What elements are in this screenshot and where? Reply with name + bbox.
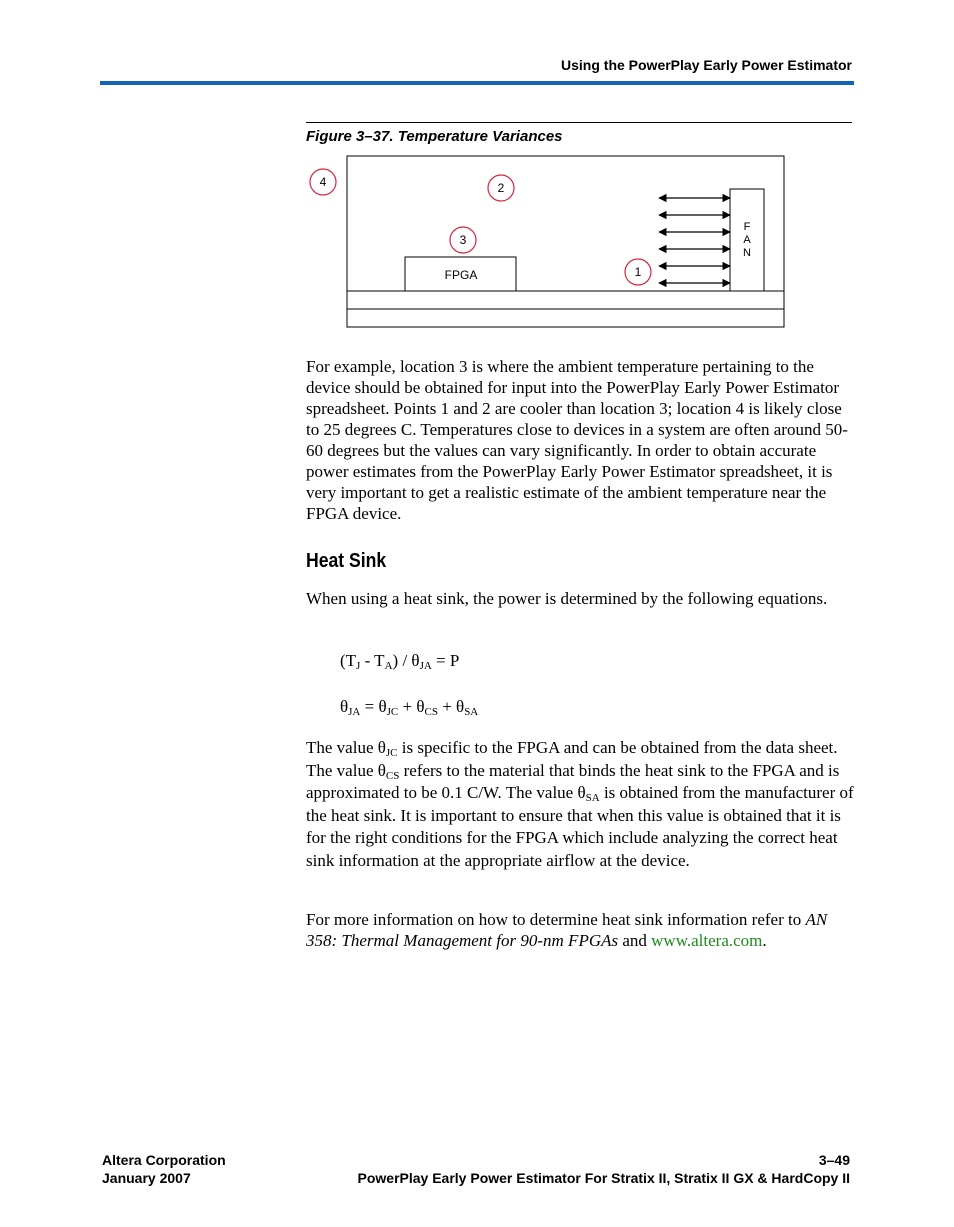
footer-doc-title: PowerPlay Early Power Estimator For Stratix II, Stratix II GX & HardCopy II bbox=[357, 1170, 850, 1186]
equation-power: $(T_J - T_A) / \theta_{JA} = P$ bbox=[340, 651, 460, 672]
figure-rule bbox=[306, 122, 852, 123]
app-note-title: AN 358: Thermal Management for 90-nm FPGAs bbox=[306, 910, 828, 950]
paragraph-theta-values: The value $\theta_{JC}$ is specific to the FPGA and can be obtained from the data sheet. The value $\theta_{CS}$ refers to the material that binds the heat sink to the FPGA and is approximated to be 0.1 C/W. The value $\theta_{SA}$ is obtained from the manufacturer of the heat sink. It is important to ensure that when this value is obtained that it is for the right conditions for the FPGA which include analyzing the correct heat sink information at the appropriate airflow at the device. bbox=[306, 738, 854, 870]
page-number: 3–49 bbox=[818, 1152, 850, 1168]
svg-text:2: 2 bbox=[497, 181, 505, 195]
airflow-arrows bbox=[659, 198, 730, 283]
svg-text:4: 4 bbox=[319, 175, 327, 189]
svg-text:3: 3 bbox=[459, 233, 467, 247]
paragraph-heat-sink-intro: When using a heat sink, the power is determined by the following equations. bbox=[306, 589, 828, 608]
section-heading: Heat Sink bbox=[306, 550, 387, 572]
location-marker-2 bbox=[488, 175, 514, 201]
location-marker-3 bbox=[450, 227, 476, 253]
footer-right bbox=[358, 1151, 850, 1187]
location-marker-4 bbox=[310, 169, 336, 195]
fan-letter-n: N bbox=[743, 247, 751, 259]
fan-letter-f: F bbox=[743, 221, 751, 233]
svg-text:1: 1 bbox=[634, 265, 642, 279]
fpga-label: FPGA bbox=[444, 268, 478, 282]
equation-thermal-resistance: $\theta_{JA} = \theta_{JC} + \theta_{CS} + \theta_{SA}$ bbox=[340, 697, 479, 718]
enclosure-box bbox=[347, 156, 784, 327]
temperature-variances-figure bbox=[300, 150, 800, 335]
paragraph-more-information: For more information on how to determine heat sink information refer to AN 358: Thermal Management for 90-nm FPGAs and www.altera.com. bbox=[306, 910, 828, 950]
header-rule bbox=[100, 81, 854, 85]
figure-caption: Figure 3–37. Temperature Variances bbox=[306, 128, 563, 145]
footer-company: Altera Corporation bbox=[102, 1152, 226, 1168]
footer-date: January 2007 bbox=[102, 1170, 191, 1186]
location-marker-1 bbox=[625, 259, 651, 285]
fan-letter-a: A bbox=[743, 234, 751, 246]
footer-left bbox=[102, 1151, 226, 1187]
altera-website-link[interactable]: www.altera.com bbox=[651, 931, 763, 950]
paragraph-ambient-temperature: For example, location 3 is where the ambient temperature pertaining to the device should be obtained for input into the PowerPlay Early Power Estimator spreadsheet. Points 1 and 2 are cooler than location 3; location 4 is likely close to 25 degrees C. Temperatures close to devices in a system are often around 50-60 degrees but the values can vary significantly. In order to obtain accurate power estimates from the PowerPlay Early Power Estimator spreadsheet, it is very important to get a realistic estimate of the ambient temperature near the FPGA device. bbox=[306, 357, 848, 523]
running-header: Using the PowerPlay Early Power Estimator bbox=[561, 57, 852, 73]
